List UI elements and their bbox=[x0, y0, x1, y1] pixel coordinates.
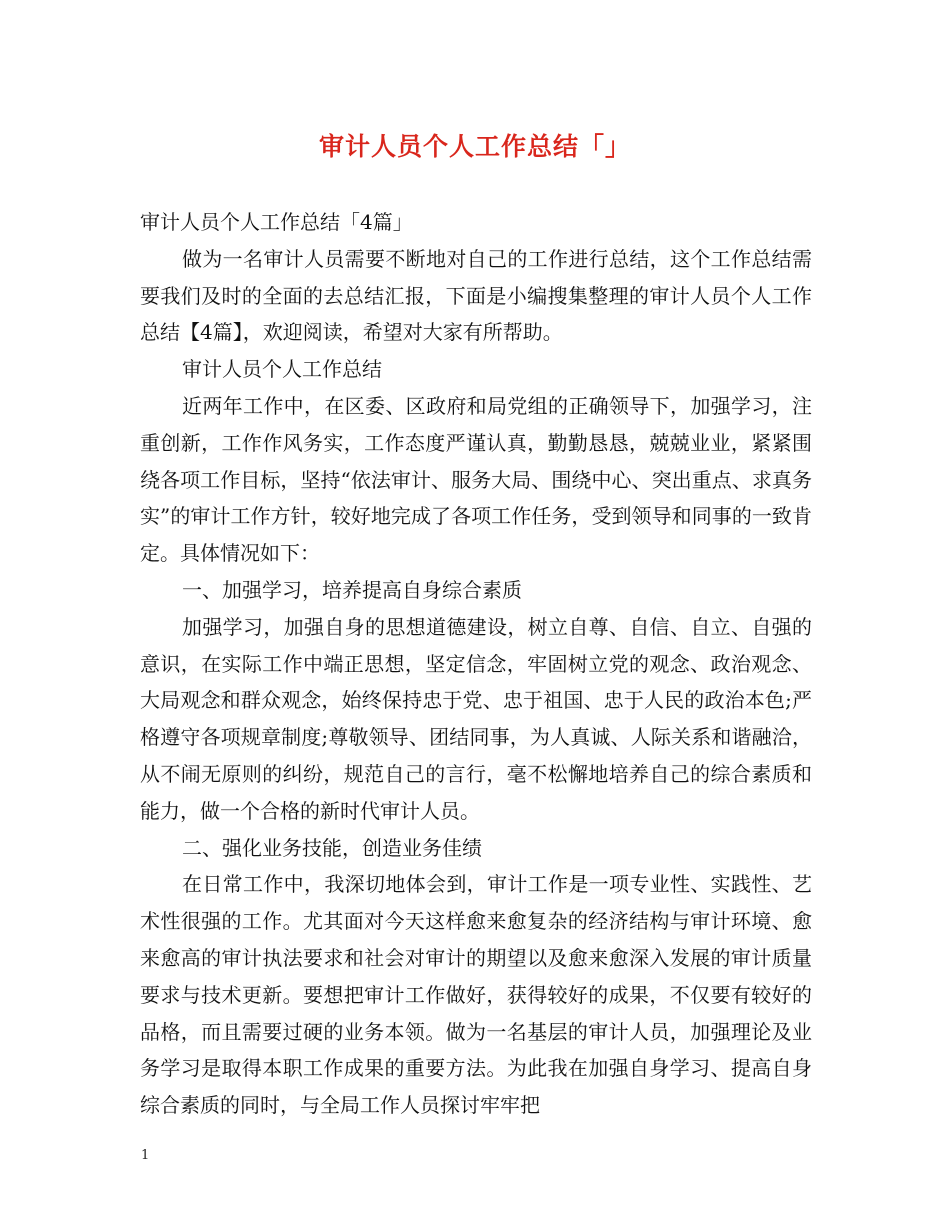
page-number: 1 bbox=[141, 1148, 150, 1163]
document-body bbox=[140, 204, 812, 1124]
section-heading-2: 二、强化业务技能，创造业务佳绩 bbox=[182, 835, 482, 860]
paragraph-intro: 做为一名审计人员需要不断地对自己的工作进行总结，这个工作总结需要我们及时的全面的去总结汇报，下面是小编搜集整理的审计人员个人工作总结【4篇】，欢迎阅读，希望对大家有所帮助。 bbox=[140, 246, 812, 345]
paragraph-heading: 审计人员个人工作总结 bbox=[182, 357, 382, 382]
section-heading-1: 一、加强学习，培养提高自身综合素质 bbox=[182, 577, 522, 602]
paragraph-section-2: 在日常工作中，我深切地体会到，审计工作是一项专业性、实践性、艺术性很强的工作。尤其面对今天这样愈来愈复杂的经济结构与审计环境、愈来愈高的审计执法要求和社会对审计的期望以及愈来愈深入发展的审计质量要求与技术更新。要想把审计工作做好，获得较好的成果，不仅要有较好的品格，而且需要过硬的业务本领。做为一名基层的审计人员，加强理论及业务学习是取得本职工作成果的重要方法。为此我在加强自身学习、提高自身综合素质的同时，与全局工作人员探讨牢牢把 bbox=[140, 872, 812, 1118]
paragraph-overview: 近两年工作中，在区委、区政府和局党组的正确领导下，加强学习，注重创新，工作作风务实，工作态度严谨认真，勤勤恳恳，兢兢业业，紧紧围绕各项工作目标，坚持“依法审计、服务大局、围绕中心、突出重点、求真务实”的审计工作方针，较好地完成了各项工作任务，受到领导和同事的一致肯定。具体情况如下： bbox=[140, 393, 812, 566]
document-title: 审计人员个人工作总结「」 bbox=[318, 132, 631, 161]
paragraph-subtitle: 审计人员个人工作总结「4篇」 bbox=[140, 210, 413, 234]
paragraph-section-1: 加强学习，加强自身的思想道德建设，树立自尊、自信、自立、自强的意识，在实际工作中端正思想，坚定信念，牢固树立党的观念、政治观念、大局观念和群众观念，始终保持忠于党、忠于祖国、忠于人民的政治本色;严格遵守各项规章制度;尊敬领导、团结同事，为人真诚、人际关系和谐融洽，从不闹无原则的纠纷，规范自己的言行，毫不松懈地培养自己的综合素质和能力，做一个合格的新时代审计人员。 bbox=[140, 614, 812, 823]
